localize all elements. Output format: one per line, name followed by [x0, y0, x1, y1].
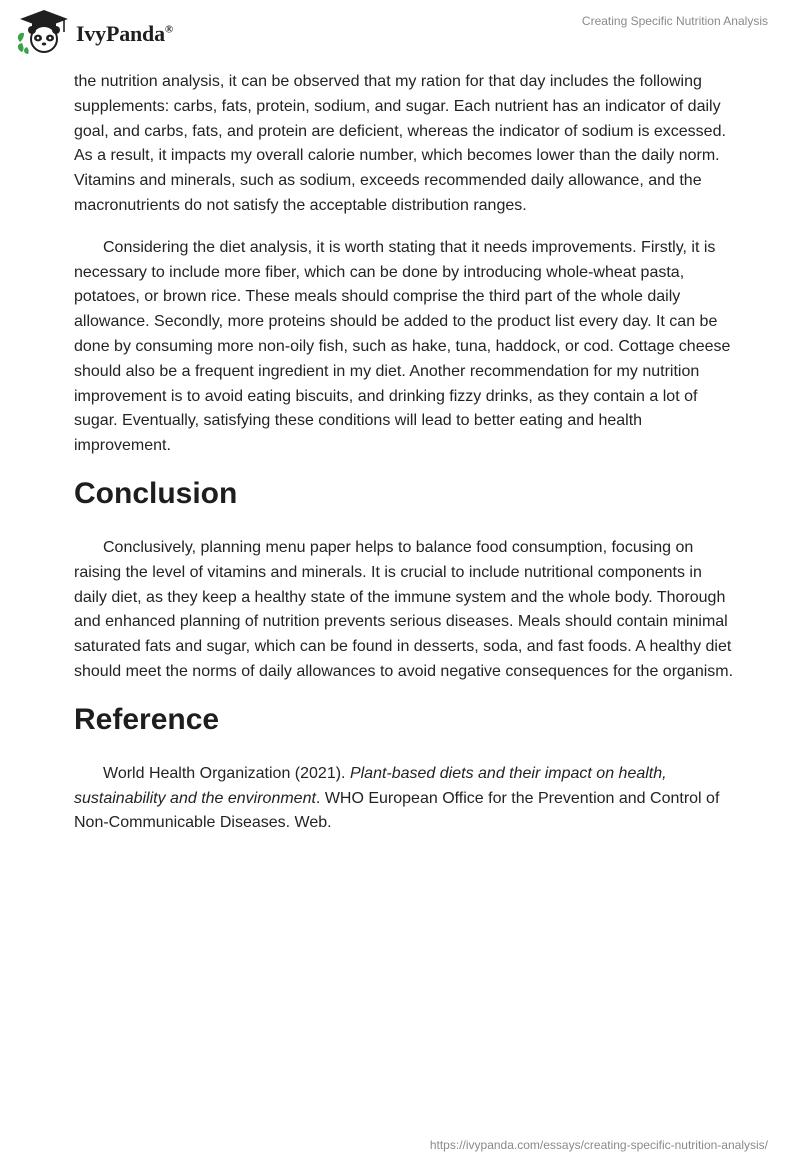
panda-graduate-icon	[14, 8, 74, 56]
reference-heading: Reference	[74, 702, 220, 736]
paragraph-diet-improvements: Considering the diet analysis, it is worth stating that it needs improvements. Firstly, it is necessary to include more fiber, which can be done by introducing whole-wheat pasta, potatoes, or brown rice. These meals should comprise the third part of the whole daily allowance. Secondly, more proteins should be added to the product list every day. It can be done by consuming more non-oily fish, such as hake, tuna, haddock, or cod. Cottage cheese should also be a frequent ingredient in my diet. Another recommendation for my nutrition improvement is to avoid eating biscuits, and drinking fizzy drinks, as they contain a lot of sugar. Eventually, satisfying these conditions will lead to better eating and health improvement.	[74, 238, 731, 455]
reference-entry	[74, 762, 734, 836]
paragraph-conclusion: Conclusively, planning menu paper helps to balance food consumption, focusing on raising the level of vitamins and minerals. It is crucial to include nutritional components in daily diet, as they keep a healthy state of the immune system and the whole body. Thorough and enhanced planning of nutrition prevents serious diseases. Meals should contain minimal saturated fats and sugar, which can be found in desserts, soda, and fast foods. A healthy diet should meet the norms of daily allowances to avoid negative consequences for the organism.	[74, 538, 734, 680]
page-header	[0, 0, 800, 64]
essay-content	[74, 70, 734, 853]
registered-mark: ®	[164, 23, 173, 36]
reference-author: World Health Organization (2021).	[103, 764, 350, 782]
reference-publisher: . WHO European Office for the Prevention and Control of Non-Communicable Diseases. Web.	[74, 789, 720, 832]
ivypanda-logo[interactable]	[14, 8, 173, 56]
brand-name: IvyPanda®	[76, 21, 173, 46]
reference-title: Plant-based diets and their impact on health, sustainability and the environment	[74, 764, 667, 807]
source-url[interactable]: https://ivypanda.com/essays/creating-specific-nutrition-analysis/	[429, 1138, 768, 1152]
conclusion-heading: Conclusion	[74, 476, 238, 510]
paragraph-nutrition-analysis: the nutrition analysis, it can be observed that my ration for that day includes the following supplements: carbs, fats, protein, sodium, and sugar. Each nutrient has an indicator of daily goal, and carbs, fats, and protein are deficient, whereas the indicator of sodium is excessed. As a result, it impacts my overall calorie number, which becomes lower than the daily norm. Vitamins and minerals, such as sodium, exceeds recommended daily allowance, and the macronutrients do not satisfy the acceptable distribution ranges.	[74, 73, 726, 214]
document-title: Creating Specific Nutrition Analysis	[581, 14, 768, 28]
